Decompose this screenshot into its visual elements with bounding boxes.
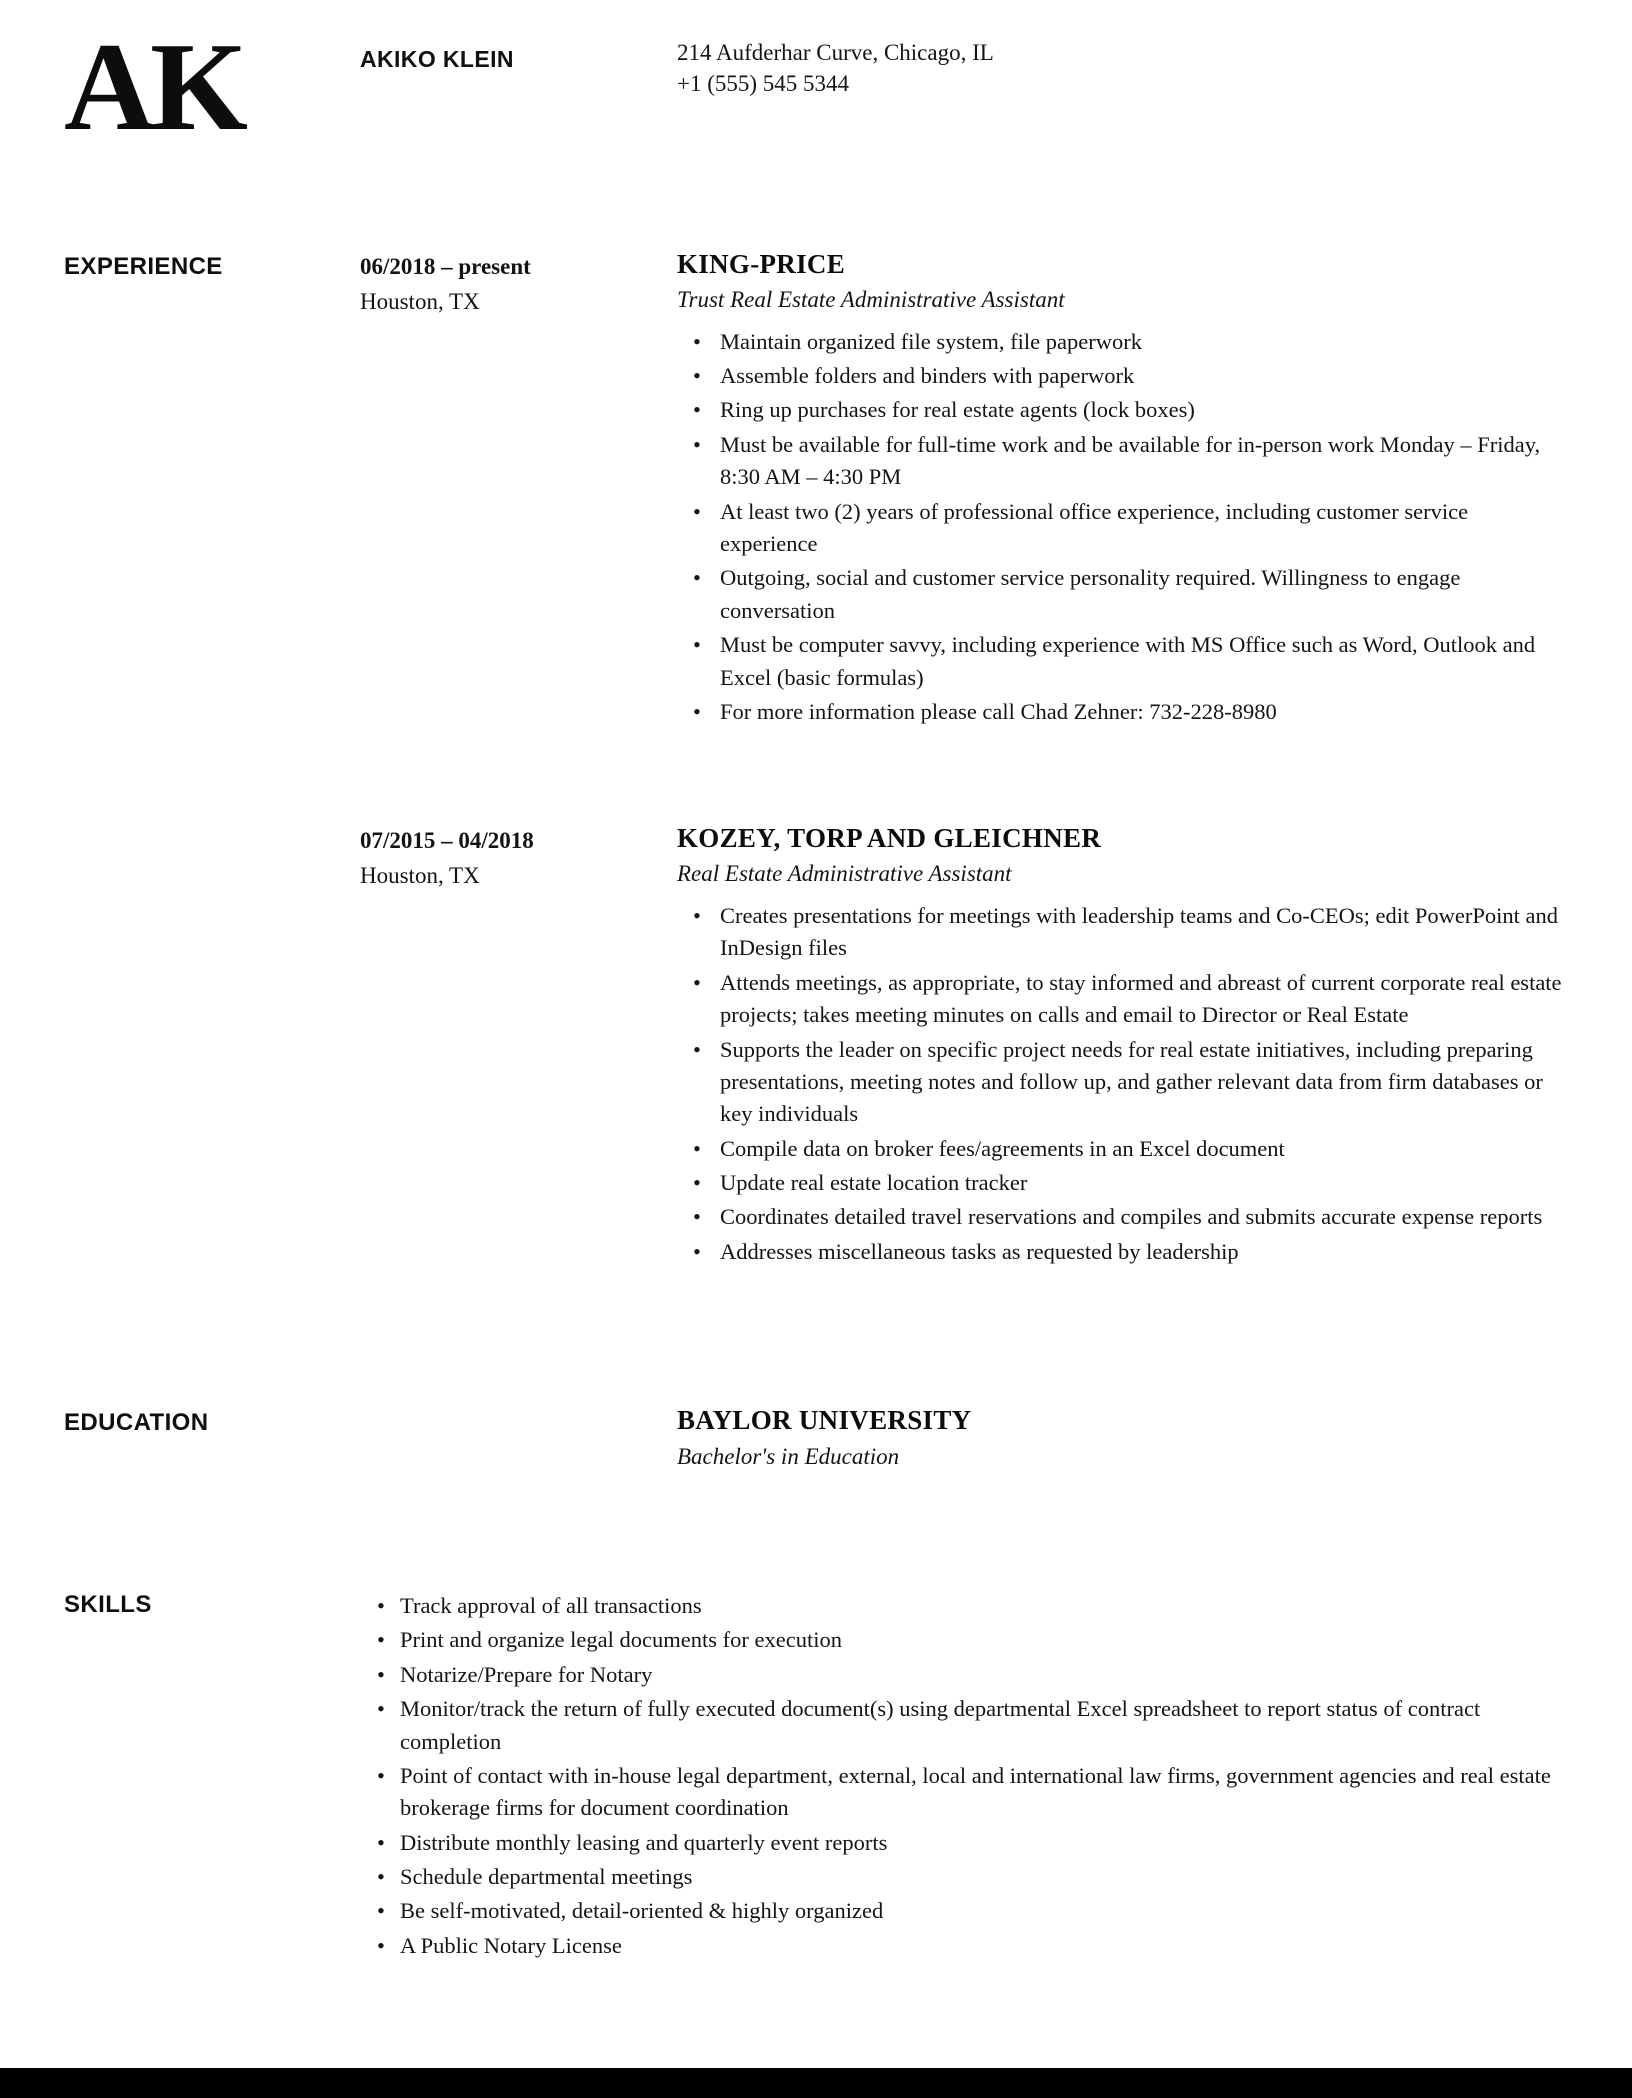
job-bullet-item <box>677 967 1568 1032</box>
skill-bullet-item <box>360 1827 1568 1859</box>
contact-address: 214 Aufderhar Curve, Chicago, IL <box>677 40 994 65</box>
job-bullet-item <box>677 696 1568 728</box>
job-bullet-item <box>677 1034 1568 1131</box>
skills-section-label: SKILLS <box>64 1590 152 1618</box>
job1-location: Houston, TX <box>360 288 480 314</box>
job-bullet-text: Assemble folders and binders with paperwork <box>720 362 1135 388</box>
skill-bullet-item <box>360 1861 1568 1893</box>
job-bullet-item <box>677 900 1568 965</box>
skill-bullet-item <box>360 1930 1568 1962</box>
job-bullet-text: Addresses miscellaneous tasks as requested by leadership <box>720 1238 1239 1264</box>
job-bullet-text: Ring up purchases for real estate agents (lock boxes) <box>720 397 1195 423</box>
job-bullet-item <box>677 496 1568 561</box>
job-bullet-text: For more information please call Chad Zehner: 732-228-8980 <box>720 698 1277 724</box>
skills-content <box>360 1588 1568 1964</box>
skill-bullet-text: Track approval of all transactions <box>400 1592 702 1618</box>
job-bullet-item <box>677 360 1568 392</box>
job-bullet-text: Outgoing, social and customer service personality required. Willingness to engage conversation <box>720 565 1461 623</box>
footer-bar <box>0 2068 1632 2098</box>
job-bullet-item <box>677 562 1568 627</box>
job-bullet-text: Must be computer savvy, including experience with MS Office such as Word, Outlook and Excel (basic formulas) <box>720 632 1536 690</box>
section-experience <box>0 250 1632 730</box>
job1-content <box>677 250 1568 730</box>
job-bullet-item <box>677 629 1568 694</box>
skill-bullet-item <box>360 1659 1568 1691</box>
job1-bullet-list <box>677 326 1568 729</box>
job-bullet-item <box>677 429 1568 494</box>
job-bullet-text: Update real estate location tracker <box>720 1170 1028 1196</box>
section-experience-job2 <box>0 824 1632 1270</box>
candidate-name: AKIKO KLEIN <box>360 46 514 72</box>
school-name: BAYLOR UNIVERSITY <box>677 1405 972 1436</box>
job-bullet-text: Coordinates detailed travel reservations and compiles and submits accurate expense reports <box>720 1204 1543 1230</box>
skills-bullet-list <box>360 1590 1568 1962</box>
skill-bullet-item <box>360 1693 1568 1758</box>
job-bullet-item <box>677 1133 1568 1165</box>
education-content <box>677 1406 1568 1470</box>
job1-company-name: KING-PRICE <box>677 248 846 279</box>
job2-meta <box>360 824 677 889</box>
job-bullet-text: Supports the leader on specific project needs for real estate initiatives, including preparing presentations, meeting notes and follow up, and gather relevant data from firm databases or key individuals <box>720 1036 1543 1127</box>
monogram: AK <box>64 18 243 157</box>
job1-meta <box>360 250 677 315</box>
job2-dates: 07/2015 – 04/2018 <box>360 828 534 854</box>
job-bullet-text: Must be available for full-time work and be available for in-person work Monday – Friday, 8:30 AM – 4:30 PM <box>720 431 1541 490</box>
skill-bullet-text: Distribute monthly leasing and quarterly event reports <box>400 1829 888 1855</box>
job-bullet-text: Attends meetings, as appropriate, to stay informed and abreast of current corporate real estate projects; takes meeting minutes on calls and email to Director or Real Estate <box>720 969 1562 1028</box>
job-bullet-item <box>677 1167 1568 1199</box>
job2-role-title: Real Estate Administrative Assistant <box>677 860 1012 886</box>
skill-bullet-text: A Public Notary License <box>400 1932 622 1958</box>
job-bullet-text: Maintain organized file system, file paperwork <box>720 328 1142 354</box>
job-bullet-item <box>677 394 1568 426</box>
skill-bullet-text: Monitor/track the return of fully executed document(s) using departmental Excel spreadsheet to report status of contract completion <box>400 1696 1481 1754</box>
job-bullet-item <box>677 326 1568 358</box>
job-bullet-text: Creates presentations for meetings with leadership teams and Co-CEOs; edit PowerPoint and InDesign files <box>720 902 1558 961</box>
skill-bullet-item <box>360 1590 1568 1622</box>
skill-bullet-item <box>360 1895 1568 1927</box>
job2-company-name: KOZEY, TORP AND GLEICHNER <box>677 823 1102 854</box>
job-bullet-text: Compile data on broker fees/agreements in an Excel document <box>720 1135 1285 1161</box>
education-section-label: EDUCATION <box>64 1409 209 1437</box>
skill-bullet-text: Be self-motivated, detail-oriented & highly organized <box>400 1898 884 1924</box>
experience-section-label: EXPERIENCE <box>64 252 223 280</box>
skill-bullet-text: Notarize/Prepare for Notary <box>400 1661 653 1687</box>
contact-block <box>677 30 1568 99</box>
job2-bullet-list <box>677 900 1568 1268</box>
job-bullet-item <box>677 1236 1568 1268</box>
resume-header <box>0 0 1632 157</box>
contact-phone: +1 (555) 545 5344 <box>677 71 850 97</box>
degree-title: Bachelor's in Education <box>677 1443 900 1469</box>
skill-bullet-text: Schedule departmental meetings <box>400 1864 693 1890</box>
skill-bullet-item <box>360 1760 1568 1825</box>
job1-dates: 06/2018 – present <box>360 253 531 279</box>
skill-bullet-item <box>360 1624 1568 1656</box>
skill-bullet-text: Point of contact with in-house legal department, external, local and international law firms, government agencies and real estate brokerage firms for document coordination <box>400 1762 1551 1821</box>
job-bullet-item <box>677 1201 1568 1233</box>
job-bullet-text: At least two (2) years of professional office experience, including customer service experience <box>720 498 1469 556</box>
skill-bullet-text: Print and organize legal documents for execution <box>400 1627 842 1653</box>
job2-content <box>677 824 1568 1270</box>
job1-role-title: Trust Real Estate Administrative Assistant <box>677 286 1065 312</box>
job2-location: Houston, TX <box>360 863 480 889</box>
section-education <box>0 1406 1632 1470</box>
section-skills <box>0 1588 1632 1964</box>
